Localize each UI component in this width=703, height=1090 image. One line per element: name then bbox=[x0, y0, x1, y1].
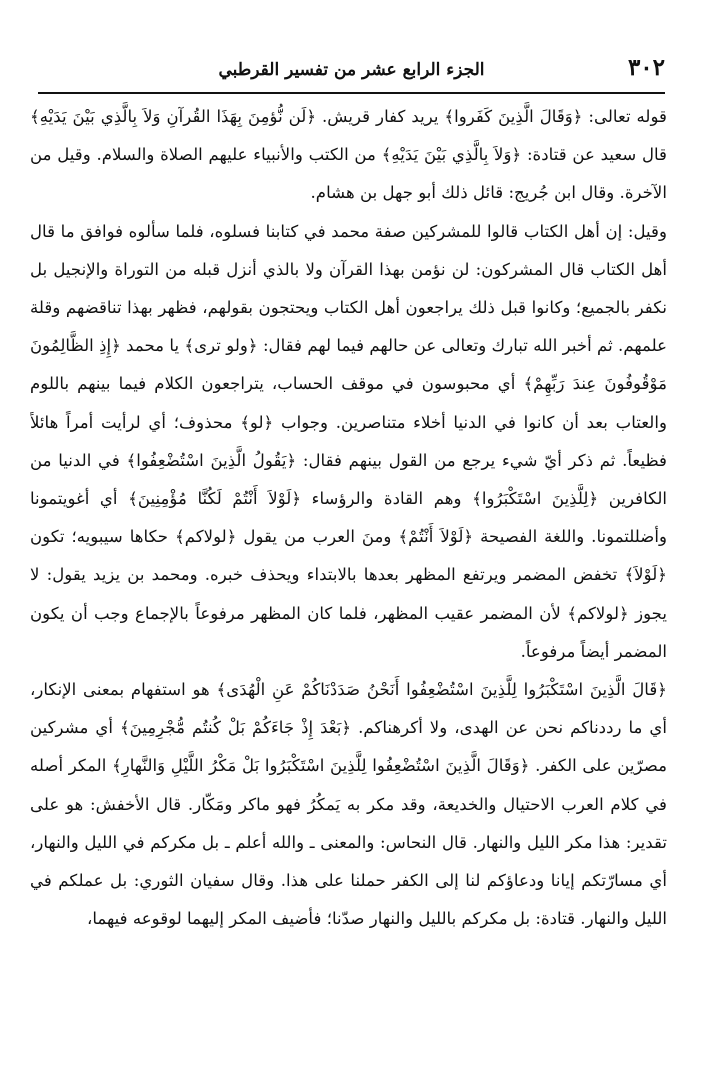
paragraph: ﴿قَالَ الَّذِينَ اسْتَكْبَرُوا لِلَّذِينَ اسْتُضْعِفُوا أَنَحْنُ صَدَدْنَاكُمْ عَنِ الْهُدَى﴾ هو استفهام بمعنى الإنكار، أي ما رددناكم نحن عن الهدى، ولا أكرهناكم. ﴿بَعْدَ إِذْ جَاءَكُمْ بَلْ كُنتُم مُّجْرِمِينَ﴾ أي مشركين مصرّين على الكفر. ﴿وَقَالَ الَّذِينَ اسْتُضْعِفُوا لِلَّذِينَ اسْتَكْبَرُوا بَلْ مَكْرُ اللَّيْلِ وَالنَّهارِ﴾ المكر أصله في كلام العرب الاحتيال والخديعة، وقد مكر به يَمكُرُ فهو ماكر ومَكّار. قال الأخفش: هو على تقدير: هذا مكر الليل والنهار. قال النحاس: والمعنى ـ والله أعلم ـ بل مكركم في الليل والنهار، أي مسارّتكم إيانا ودعاؤكم لنا إلى الكفر حملنا على هذا. وقال سفيان الثوري: بل عملكم في الليل والنهار. قتادة: بل مكركم بالليل والنهار صدّنا؛ فأضيف المكر إليهما لوقوعه فيهما، bbox=[30, 680, 667, 929]
page-body bbox=[30, 98, 667, 1060]
running-title: الجزء الرابع عشر من تفسير القرطبي bbox=[218, 60, 485, 80]
paragraph: قوله تعالى: ﴿وَقَالَ الَّذِينَ كَفَروا﴾ يريد كفار قريش. ﴿لَن نُّؤمِنَ بِهَذَا القُرآنِ وَلاَ بِالَّذِي بَيْنَ يَدَيْهِ﴾ قال سعيد عن قتادة: ﴿وَلاَ بِالَّذِي بَيْنَ يَدَيْهِ﴾ من الكتب والأنبياء عليهم الصلاة والسلام. وقيل من الآخرة. وقال ابن جُريج: قائل ذلك أبو جهل بن هشام. bbox=[30, 107, 667, 203]
page-header bbox=[38, 52, 665, 94]
page-number: ٣٠٢ bbox=[627, 54, 665, 81]
paragraph: وقيل: إن أهل الكتاب قالوا للمشركين صفة محمد في كتابنا فسلوه، فلما سألوه فوافق ما قال أهل الكتاب قال المشركون: لن نؤمن بهذا القرآن ولا بالذي أنزل قبله من التوراة والإنجيل بل نكفر بالجميع؛ وكانوا قبل ذلك يراجعون أهل الكتاب ويحتجون بقولهم، فظهر بهذا تناقضهم وقلة علمهم. ثم أخبر الله تبارك وتعالى عن حالهم فيما لهم فقال: ﴿ولو ترى﴾ يا محمد ﴿إِذِ الظَّالِمُونَ مَوْقُوفُونَ عِندَ رَبِّهِمْ﴾ أي محبوسون في موقف الحساب، يتراجعون الكلام فيما بينهم باللوم والعتاب بعد أن كانوا في الدنيا أخلاء متناصرين. وجواب ﴿لو﴾ محذوف؛ أي لرأيت أمراً هائلاً فظيعاً. ثم ذكر أيّ شيء يرجع من القول بينهم فقال: ﴿يَقُولُ الَّذِينَ اسْتُضْعِفُوا﴾ في الدنيا من الكافرين ﴿لِلَّذِينَ اسْتَكْبَرُوا﴾ وهم القادة والرؤساء ﴿لَوْلاَ أَنْتُمْ لَكُنَّا مُؤْمِنِينَ﴾ أي أغويتمونا وأضللتمونا. واللغة الفصيحة ﴿لَوْلاَ أَنْتُمْ﴾ ومنَ العرب من يقول ﴿لولاكم﴾ حكاها سيبويه؛ تكون ﴿لَوْلاَ﴾ تخفض المضمر ويرتفع المظهر بعدها بالابتداء ويحذف خبره. ومحمد بن يزيد يقول: لا يجوز ﴿لولاكم﴾ لأن المضمر عقيب المظهر، فلما كان المظهر مرفوعاً بالإجماع وجب أن يكون المضمر أيضاً مرفوعاً. bbox=[30, 221, 667, 661]
